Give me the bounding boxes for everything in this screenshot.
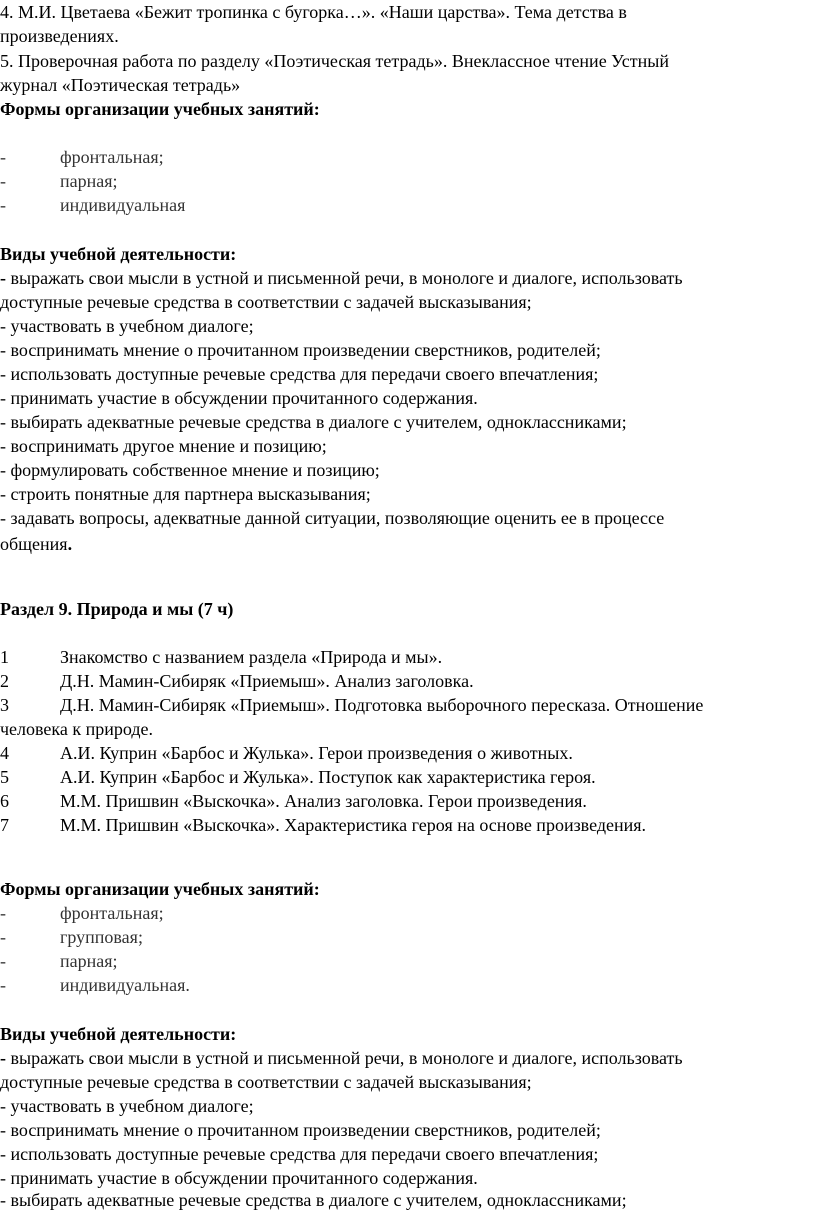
paragraph-line: 5. Проверочная работа по разделу «Поэтическая тетрадь». Внеклассное чтение Устный [0, 51, 669, 71]
list-item [0, 950, 400, 972]
list-dash: - [0, 171, 6, 191]
list-item-text: парная; [60, 171, 118, 191]
lesson-row [0, 646, 816, 668]
paragraph-line: - воспринимать мнение о прочитанном произведении сверстников, родителей; [0, 340, 601, 360]
paragraph-line: доступные речевые средства в соответствии с задачей высказывания; [0, 292, 532, 312]
paragraph-line: - строить понятные для партнера высказывания; [0, 484, 371, 504]
paragraph-line: - принимать участие в обсуждении прочитанного содержания. [0, 388, 478, 408]
list-item-text: фронтальная; [60, 147, 164, 167]
lead-dash: - [0, 1048, 6, 1068]
lesson-row [0, 790, 816, 812]
paragraph-line: доступные речевые средства в соответствии с задачей высказывания; [0, 1072, 532, 1092]
activity-text: выражать свои мысли в устной и письменной речи, в монологе и диалоге, использовать [6, 268, 683, 288]
list-item [0, 146, 400, 168]
list-dash: - [0, 951, 6, 971]
list-item-text: индивидуальная. [60, 975, 190, 995]
lesson-title: А.И. Куприн «Барбос и Жулька». Герои произведения о животных. [60, 743, 573, 763]
paragraph-line: - задавать вопросы, адекватные данной ситуации, позволяющие оценить ее в процессе [0, 508, 665, 528]
paragraph-line: - использовать доступные речевые средства для передачи своего впечатления; [0, 1144, 599, 1164]
paragraph-line [0, 533, 72, 555]
lesson-title: А.И. Куприн «Барбос и Жулька». Поступок как характеристика героя. [60, 767, 596, 787]
list-item [0, 902, 400, 924]
lesson-number: 2 [0, 671, 9, 691]
lesson-number: 1 [0, 647, 9, 667]
paragraph-line: - выбирать адекватные речевые средства в диалоге с учителем, одноклассниками; [0, 412, 627, 432]
section-heading: Формы организации учебных занятий: [0, 99, 320, 119]
paragraph-line: 4. М.И. Цветаева «Бежит тропинка с бугорка…». «Наши царства». Тема детства в [0, 2, 627, 22]
list-item-text: парная; [60, 951, 118, 971]
paragraph-line: журнал «Поэтическая тетрадь» [0, 75, 241, 95]
list-item [0, 974, 400, 996]
list-item-text: фронтальная; [60, 903, 164, 923]
paragraph-line [0, 267, 683, 289]
paragraph-line [0, 1047, 683, 1069]
list-item [0, 170, 400, 192]
list-dash: - [0, 927, 6, 947]
list-dash: - [0, 903, 6, 923]
lesson-title: Д.Н. Мамин-Сибиряк «Приемыш». Анализ заголовка. [60, 671, 474, 691]
list-item [0, 926, 400, 948]
list-dash: - [0, 147, 6, 167]
paragraph-line: - использовать доступные речевые средства для передачи своего впечатления; [0, 364, 599, 384]
list-dash: - [0, 195, 6, 215]
lesson-title: Д.Н. Мамин-Сибиряк «Приемыш». Подготовка выборочного пересказа. Отношение [60, 695, 704, 715]
activity-text: выражать свои мысли в устной и письменной речи, в монологе и диалоге, использовать [6, 1048, 683, 1068]
lesson-row [0, 814, 816, 836]
list-item-text: групповая; [60, 927, 143, 947]
lesson-title: Знакомство с названием раздела «Природа и мы». [60, 647, 443, 667]
lesson-continuation: человека к природе. [0, 719, 154, 739]
paragraph-line: - воспринимать мнение о прочитанном произведении сверстников, родителей; [0, 1120, 601, 1140]
section-heading: Виды учебной деятельности: [0, 244, 237, 264]
lesson-row [0, 742, 816, 764]
paragraph-line: - участвовать в учебном диалоге; [0, 316, 254, 336]
lesson-row [0, 766, 816, 788]
lesson-number: 5 [0, 767, 9, 787]
lesson-title: М.М. Пришвин «Выскочка». Характеристика героя на основе произведения. [60, 815, 647, 835]
paragraph-line: - участвовать в учебном диалоге; [0, 1096, 254, 1116]
paragraph-line: - принимать участие в обсуждении прочитанного содержания. [0, 1168, 478, 1188]
lead-dash: - [0, 268, 6, 288]
lesson-row [0, 694, 816, 716]
section-heading: Виды учебной деятельности: [0, 1024, 237, 1044]
lesson-title: М.М. Пришвин «Выскочка». Анализ заголовка. Герои произведения. [60, 791, 587, 811]
list-item-text: индивидуальная [60, 195, 186, 215]
paragraph-line: - выбирать адекватные речевые средства в диалоге с учителем, одноклассниками; [0, 1190, 627, 1210]
activity-text: общения [0, 534, 68, 554]
list-dash: - [0, 975, 6, 995]
lesson-row [0, 670, 816, 692]
lesson-number: 6 [0, 791, 9, 811]
section-heading: Формы организации учебных занятий: [0, 879, 320, 899]
lesson-number: 7 [0, 815, 9, 835]
paragraph-line: - воспринимать другое мнение и позицию; [0, 436, 327, 456]
paragraph-line: - формулировать собственное мнение и позицию; [0, 460, 380, 480]
list-item [0, 194, 400, 216]
lesson-number: 3 [0, 695, 9, 715]
final-period: . [67, 534, 73, 554]
lesson-number: 4 [0, 743, 9, 763]
section-heading: Раздел 9. Природа и мы (7 ч) [0, 599, 234, 619]
paragraph-line: произведениях. [0, 26, 119, 46]
